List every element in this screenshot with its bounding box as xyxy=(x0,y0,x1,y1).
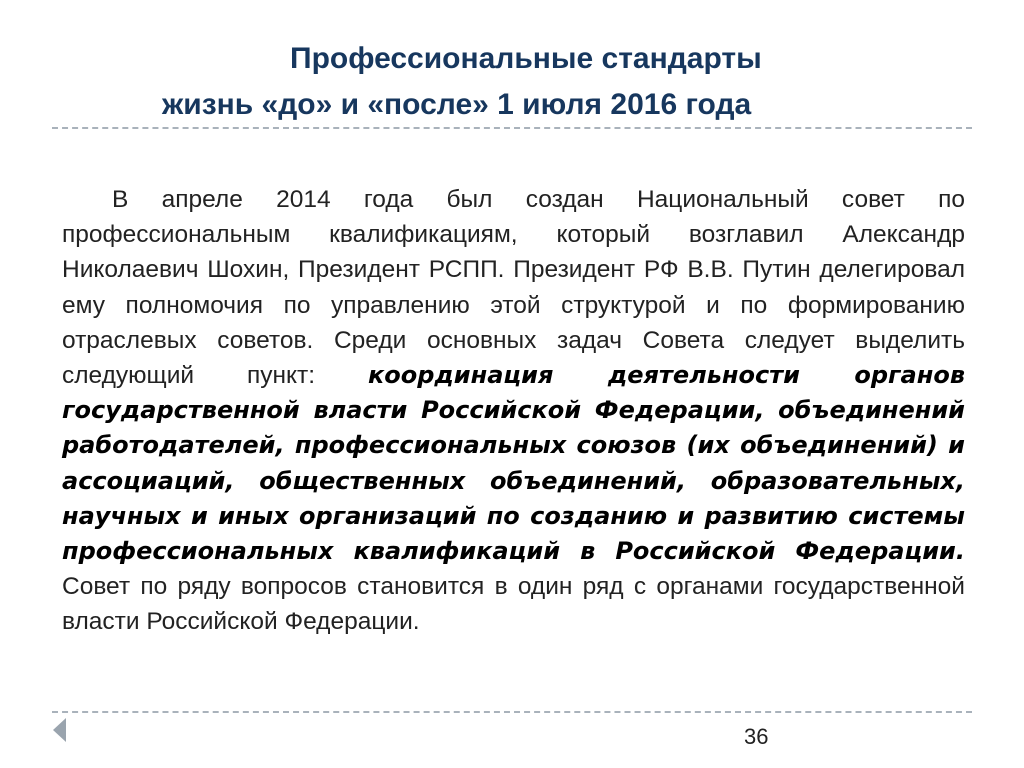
bottom-divider xyxy=(52,711,972,713)
slide-title xyxy=(0,36,1024,128)
body-text-outro: Совет по ряду вопросов становится в один ряд с органами государственной власти Российской Федерации. xyxy=(62,573,965,636)
title-line-1: Профессиональные стандарты xyxy=(290,42,762,75)
title-line-2: жизнь «до» и «после» 1 июля 2016 года xyxy=(162,88,752,121)
page-number: 36 xyxy=(744,724,769,749)
body-paragraph xyxy=(62,182,965,640)
body-text-intro: В апреле 2014 года был создан Национальный совет по профессиональным квалификациям, который возглавил Александр Николаевич Шохин, Президент РСПП. Президент РФ В.В. Путин делегировал ему полномочия по управлению этой структурой и по формированию отраслевых советов. Среди основных задач Совета следует выделить следующий пункт: xyxy=(62,186,965,390)
body-text-emphasis: координация деятельности органов государственной власти Российской Федерации, объединений работодателей, профессиональных союзов (их объединений) и ассоциаций, общественных объединений, образовательных, научных и иных организаций по созданию и развитию системы профессиональных квалификаций в Российской Федерации. xyxy=(62,361,966,566)
triangle-left-icon[interactable] xyxy=(52,716,66,744)
top-divider xyxy=(52,127,972,129)
